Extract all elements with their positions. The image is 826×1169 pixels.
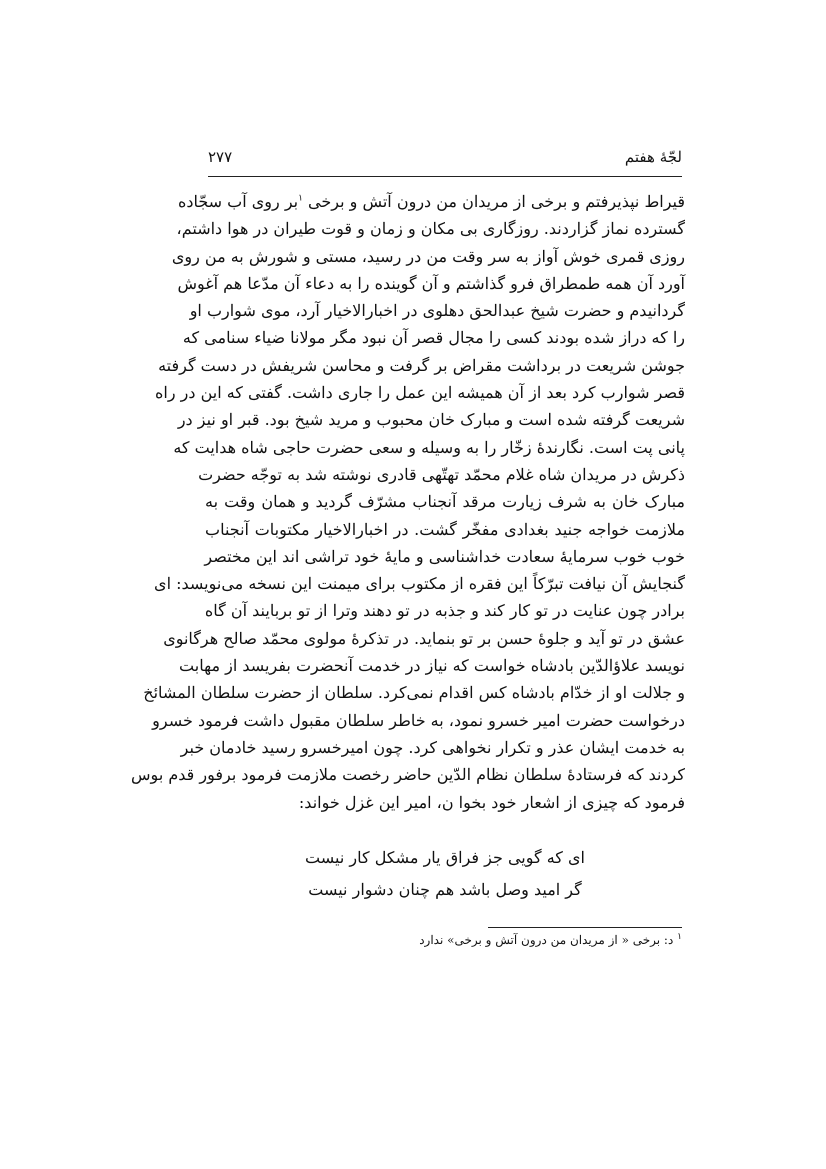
text-line: و جلالت او از خدّام بادشاه کس اقدام نمی‌کرد. سلطان از حضرت سلطان المشائخ bbox=[143, 683, 685, 703]
text-line: فرمود که چیزی از اشعار خود بخوا ن، امیر این غزل خواند: bbox=[298, 792, 685, 812]
header-divider bbox=[208, 176, 682, 177]
text-line: جوشن شریعت در برداشت مقراض بر گرفت و محاسن شریفش در دست گرفته bbox=[158, 355, 685, 375]
running-header bbox=[208, 148, 682, 172]
footnote bbox=[300, 933, 682, 947]
text-line: پانی پت است. نگارندۀ زخّار را به وسیله و سعی حضرت حاجی شاه هدایت که bbox=[173, 437, 685, 457]
text-line: مبارک خان به شرف زیارت مرقد آنجناب مشرّف گردید و همان وقت به bbox=[205, 492, 685, 512]
text-line: خوب خوب سرمایۀ سعادت خداشناسی و مایۀ خود تراشی اند این مختصر bbox=[204, 546, 685, 566]
text-line: گردانیدم و حضرت شیخ عبدالحق دهلوی در اخبارالاخیار آرد، موی شوارب او bbox=[189, 301, 685, 321]
text-line: به خدمت ایشان عذر و تکرار نخواهی کرد. چون امیرخسرو رسید خادمان خبر bbox=[180, 737, 685, 757]
text-line-end: بر روی آب سجّاده bbox=[177, 192, 299, 211]
text-line: گنجایش آن نیافت تبرّکاً این فقره از مکتوب برای میمنت این نسخه می‌نویسد: ای bbox=[154, 574, 685, 594]
text-line: ملازمت خواجه جنید بغدادی مفخّر گشت. در اخبارالاخیار مکتوبات آنجناب bbox=[205, 519, 685, 539]
text-line: عشق در تو آید و جلوۀ حسن بر تو بنماید. در تذکرۀ مولوی محمّد صالح هرگانوی bbox=[163, 628, 685, 648]
text-line: برادر چون عنایت در تو کار کند و جذبه در تو دهند وترا از تو بربایند آن گاه bbox=[204, 601, 685, 621]
text-line: نویسد علاؤالدّین بادشاه خواست که نیاز در خدمت آنحضرت بفریسد از مهابت bbox=[179, 656, 685, 676]
poem-verse-1: ای که گویی جز فراق یار مشکل کار نیست bbox=[305, 848, 585, 867]
text-line: شریعت گرفته شده است و مبارک خان محبوب و مرید شیخ بود. قبر او نیز در bbox=[177, 410, 685, 430]
text-line: قصر شوارب کرد بعد از آن همیشه این عمل را جاری داشت. گفتی که این در راه bbox=[154, 383, 685, 403]
text-line: آورد آن همه طمطراق فرو گذاشتم و آن گوینده را به دعاء آن مدّعا هم آغوش bbox=[177, 273, 685, 293]
footnote-text: د: برخی « از مریدان من درون آتش و برخی» ندارد bbox=[419, 933, 674, 947]
text-line bbox=[177, 188, 685, 215]
text-line: را که دراز شده بودند کسی را مجال قصر آن نبود مگر مولانا ضیاء سنامی که bbox=[182, 328, 685, 348]
poem-verse-2: گر امید وصل باشد هم چنان دشوار نیست bbox=[308, 880, 582, 899]
text-line-start: قیراط نپذیرفتم و برخی از مریدان من درون آتش و برخی bbox=[308, 192, 685, 211]
body-paragraph bbox=[131, 188, 685, 816]
footnote-number: ۱ bbox=[677, 932, 682, 942]
page-number: ۲۷۷ bbox=[208, 148, 233, 166]
text-line: ذکرش در مریدان شاه غلام محمّد تهتّهی قادری نوشته شد به توجّه حضرت bbox=[198, 464, 685, 484]
chapter-title: لجّۀ هفتم bbox=[624, 148, 682, 166]
footnote-divider bbox=[488, 927, 682, 928]
text-line: گسترده نماز گزاردند. روزگاری بی مکان و زمان و قوت طیران در هوا داشتم، bbox=[176, 219, 685, 239]
footnote-marker: ۱ bbox=[298, 193, 303, 204]
text-line: درخواست حضرت امیر خسرو نمود، به خاطر سلطان مقبول داشت فرمود خسرو bbox=[152, 710, 685, 730]
text-line: کردند که فرستادۀ سلطان نظام الدّین حاضر رخصت ملازمت فرمود برفور قدم بوس bbox=[131, 765, 685, 785]
text-line: روزی قمری خوش آواز به سر وقت من در رسید، مستی و شورش به من روی bbox=[171, 246, 685, 266]
